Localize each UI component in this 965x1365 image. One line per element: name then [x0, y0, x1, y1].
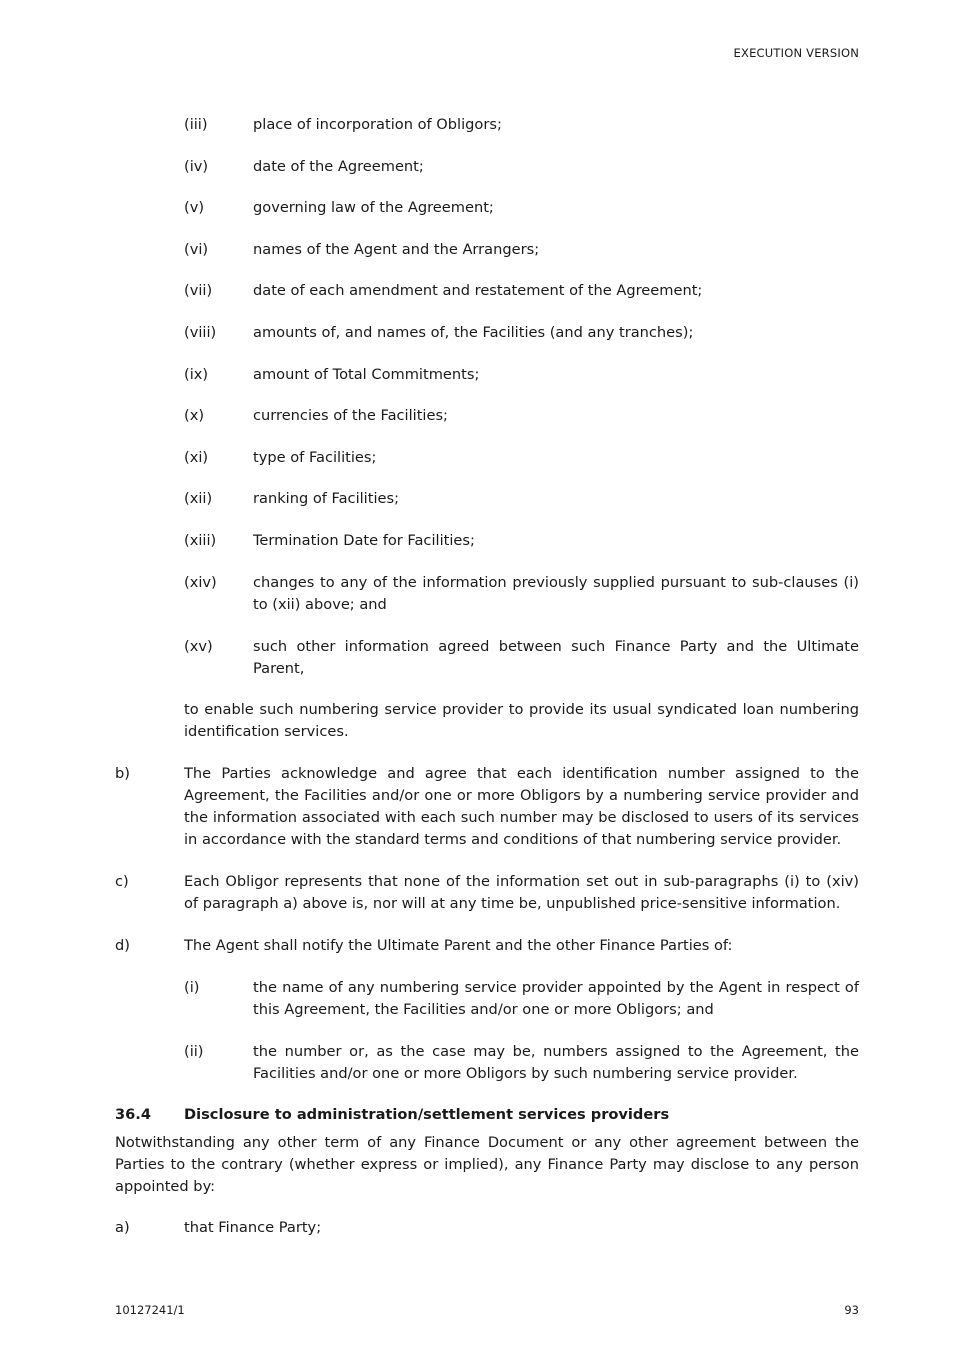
list-item-number: (iv) [184, 158, 209, 175]
paragraph-b-text: The Parties acknowledge and agree that each identification number assigned to the Agreement, the Facilities and/or one or more Obligors by a numbering service provider and the information associated with each such number may be disclosed to users of its services in accordance with the standard terms and conditions of that numbering service provider. [184, 765, 859, 848]
section-item-a-text: that Finance Party; [184, 1219, 322, 1236]
list-item-text: the number or, as the case may be, numbers assigned to the Agreement, the Facilities and/or one or more Obligors by such numbering service provider. [253, 1043, 859, 1082]
list-item-number: (xv) [184, 638, 213, 655]
page-number: 93 [844, 1303, 859, 1317]
execution-version-label: EXECUTION VERSION [733, 46, 859, 60]
list-item-text: amount of Total Commitments; [253, 366, 480, 383]
list-item-text: date of each amendment and restatement of the Agreement; [253, 282, 703, 299]
list-item-number: (ix) [184, 366, 209, 383]
list-item-text: ranking of Facilities; [253, 490, 400, 507]
list-item-number: (ii) [184, 1043, 204, 1060]
list-item-text: the name of any numbering service provider appointed by the Agent in respect of this Agreement, the Facilities and/or one or more Obligors; and [253, 979, 859, 1018]
section-heading: Disclosure to administration/settlement services providers [184, 1106, 670, 1123]
paragraph-d-text: The Agent shall notify the Ultimate Parent and the other Finance Parties of: [184, 937, 733, 954]
list-item-text: place of incorporation of Obligors; [253, 116, 502, 133]
list-item-number: (viii) [184, 324, 217, 341]
list-item-text: such other information agreed between such Finance Party and the Ultimate Parent, [253, 638, 859, 677]
paragraph-d-number: d) [115, 937, 130, 954]
section-item-a-number: a) [115, 1219, 130, 1236]
section-number: 36.4 [115, 1106, 152, 1123]
list-item-text: type of Facilities; [253, 449, 377, 466]
paragraph-c-number: c) [115, 873, 129, 890]
list-item-text: governing law of the Agreement; [253, 199, 494, 216]
list-item-text: amounts of, and names of, the Facilities (and any tranches); [253, 324, 694, 341]
list-item-number: (xi) [184, 449, 209, 466]
list-item-number: (vi) [184, 241, 209, 258]
list-item-number: (iii) [184, 116, 208, 133]
list-item-text: names of the Agent and the Arrangers; [253, 241, 540, 258]
list-item-number: (x) [184, 407, 205, 424]
list-item-number: (xiv) [184, 574, 217, 591]
list-item-text: currencies of the Facilities; [253, 407, 448, 424]
list-item-number: (xii) [184, 490, 213, 507]
list-item-number: (i) [184, 979, 200, 996]
document-reference: 10127241/1 [115, 1303, 185, 1317]
section-intro-paragraph: Notwithstanding any other term of any Finance Document or any other agreement between the Parties to the contrary (whether express or implied), any Finance Party may disclose to any person appointed by: [115, 1134, 859, 1195]
list-item-number: (vii) [184, 282, 213, 299]
list-a-tail-paragraph: to enable such numbering service provider to provide its usual syndicated loan numbering identification services. [184, 701, 859, 740]
list-item-number: (v) [184, 199, 205, 216]
list-item-text: date of the Agreement; [253, 158, 424, 175]
list-item-text: Termination Date for Facilities; [253, 532, 475, 549]
list-item-number: (xiii) [184, 532, 217, 549]
paragraph-b-number: b) [115, 765, 130, 782]
list-item-text: changes to any of the information previously supplied pursuant to sub-clauses (i) to (xii) above; and [253, 574, 859, 613]
paragraph-c-text: Each Obligor represents that none of the information set out in sub-paragraphs (i) to (xiv) of paragraph a) above is, nor will at any time be, unpublished price-sensitive information. [184, 873, 859, 912]
